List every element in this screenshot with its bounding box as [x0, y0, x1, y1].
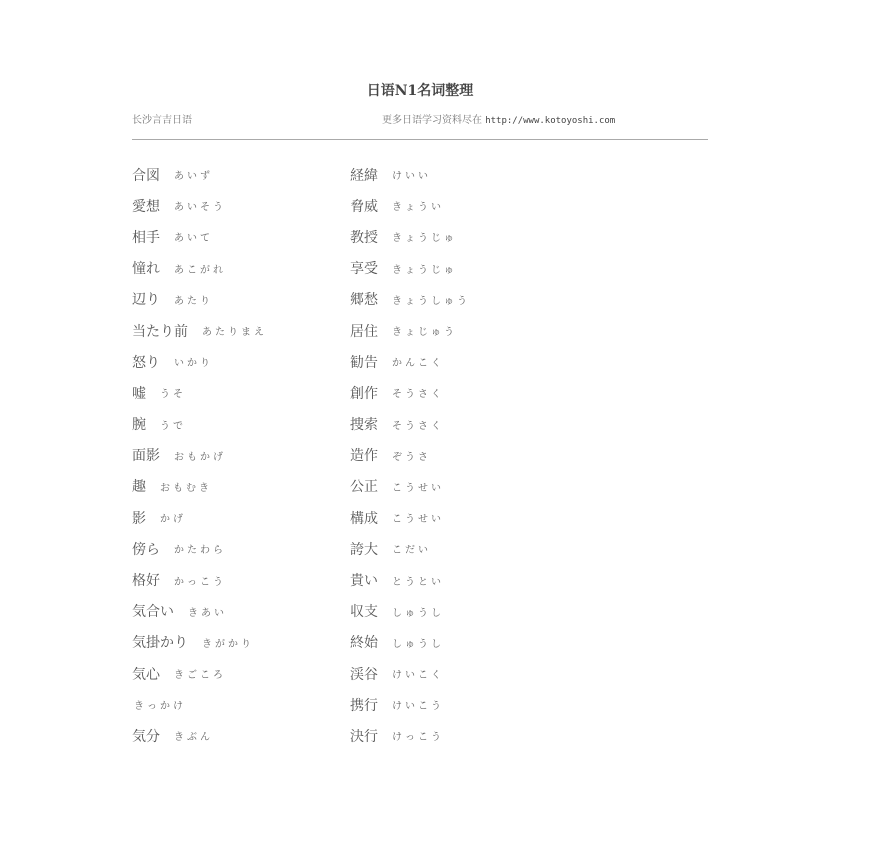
vocab-entry: [132, 377, 267, 408]
vocab-reading: おもむき: [160, 482, 212, 494]
vocab-reading: ぞうさ: [392, 451, 431, 463]
header-source-left: 长沙言吉日语: [132, 115, 192, 126]
vocab-entry: [350, 689, 470, 720]
vocab-reading: あいて: [174, 233, 213, 245]
vocab-reading: かっこう: [174, 576, 226, 588]
vocab-column-left: [132, 159, 267, 752]
vocab-word: 面影: [132, 448, 160, 465]
vocab-word: 気心: [132, 666, 160, 683]
vocab-entry: [350, 253, 470, 284]
vocab-entry: [132, 627, 267, 658]
vocab-entry: [350, 440, 470, 471]
vocab-reading: こだい: [392, 545, 431, 557]
vocab-entry: [350, 377, 470, 408]
vocab-entry: [350, 596, 470, 627]
vocab-entry: [132, 440, 267, 471]
vocab-word: 造作: [350, 448, 378, 465]
vocab-entry: [132, 596, 267, 627]
vocab-entry: [132, 564, 267, 595]
vocab-reading: けっこう: [392, 732, 444, 744]
vocab-word: 気合い: [132, 604, 174, 621]
vocab-column-right: [350, 159, 470, 752]
vocab-entry: [350, 658, 470, 689]
vocab-entry: [350, 564, 470, 595]
vocab-entry: [350, 471, 470, 502]
vocab-word: 傍ら: [132, 541, 160, 558]
vocab-word: 決行: [350, 728, 378, 745]
vocab-word: 憧れ: [132, 261, 160, 278]
vocab-reading: こうせい: [392, 482, 444, 494]
vocab-word: 渓谷: [350, 666, 378, 683]
vocab-reading: かんこく: [392, 358, 444, 370]
vocab-reading: あたりまえ: [202, 327, 267, 339]
vocab-reading: あいそう: [174, 202, 226, 214]
vocab-word: 愛想: [132, 198, 160, 215]
vocab-reading: かたわら: [174, 545, 226, 557]
vocab-reading: けいこう: [392, 701, 444, 713]
vocab-reading: きょうい: [392, 202, 444, 214]
vocab-word: 携行: [350, 697, 378, 714]
vocab-word: 相手: [132, 229, 160, 246]
vocab-entry: [350, 284, 470, 315]
vocab-word: 終始: [350, 635, 378, 652]
vocab-entry: [132, 533, 267, 564]
vocab-entry: [350, 190, 470, 221]
vocab-reading: きごころ: [174, 670, 226, 682]
vocab-word: 嘘: [132, 385, 146, 402]
vocab-word: 収支: [350, 604, 378, 621]
vocab-reading: しゅうし: [392, 638, 444, 650]
document-title: 日语N1名词整理: [366, 83, 474, 99]
vocab-reading: きぶん: [174, 732, 213, 744]
vocab-reading: あこがれ: [174, 264, 226, 276]
header-divider: [132, 139, 708, 140]
vocab-reading: きあい: [188, 607, 227, 619]
vocab-entry: [132, 502, 267, 533]
vocab-reading: おもかげ: [174, 451, 226, 463]
vocab-word: 郷愁: [350, 292, 378, 309]
vocab-word: 趣: [132, 479, 146, 496]
vocab-reading: きょうじゅ: [392, 264, 457, 276]
vocab-reading: けいこく: [392, 670, 444, 682]
vocab-entry: [350, 627, 470, 658]
vocab-word: 構成: [350, 510, 378, 527]
vocab-entry: [132, 346, 267, 377]
vocab-reading: そうさく: [392, 389, 444, 401]
vocab-word: 貴い: [350, 573, 378, 590]
vocab-entry: [350, 159, 470, 190]
vocab-entry: [132, 315, 267, 346]
vocab-reading: きょうじゅ: [392, 233, 457, 245]
vocab-word: 経緯: [350, 167, 378, 184]
vocab-word: 気分: [132, 728, 160, 745]
vocab-reading: きがかり: [202, 638, 254, 650]
vocab-entry: [132, 221, 267, 252]
vocab-reading: きょじゅう: [392, 327, 457, 339]
vocab-entry: [350, 533, 470, 564]
vocab-entry: [132, 409, 267, 440]
vocab-entry: [132, 658, 267, 689]
vocab-word: 辺り: [132, 292, 160, 309]
vocab-word: 享受: [350, 261, 378, 278]
vocab-reading: そうさく: [392, 420, 444, 432]
vocab-word: 教授: [350, 229, 378, 246]
vocab-entry: [132, 284, 267, 315]
vocab-word: 公正: [350, 479, 378, 496]
vocab-word: 影: [132, 510, 146, 527]
vocab-word: 誇大: [350, 541, 378, 558]
vocab-reading: あたり: [174, 295, 213, 307]
vocab-word: 脅威: [350, 198, 378, 215]
header-source-url[interactable]: http://www.kotoyoshi.com: [485, 116, 616, 126]
vocab-entry: [132, 720, 267, 751]
vocab-reading: うそ: [160, 389, 186, 401]
vocab-entry: [350, 720, 470, 751]
vocab-entry: [132, 190, 267, 221]
vocab-entry: [350, 221, 470, 252]
vocab-entry: [132, 253, 267, 284]
vocab-entry: [132, 471, 267, 502]
vocab-word: 格好: [132, 573, 160, 590]
vocab-word: 合図: [132, 167, 160, 184]
vocab-word: 勧告: [350, 354, 378, 371]
vocab-word: 居住: [350, 323, 378, 340]
vocab-word: 怒り: [132, 354, 160, 371]
vocab-entry: [132, 159, 267, 190]
vocab-word: 捜索: [350, 417, 378, 434]
vocab-reading: しゅうし: [392, 607, 444, 619]
vocab-entry: [350, 315, 470, 346]
vocab-entry: [350, 346, 470, 377]
header-source-label: 更多日语学习资料尽在: [382, 115, 482, 126]
vocab-reading: あいず: [174, 171, 213, 183]
vocab-reading: かげ: [160, 514, 186, 526]
vocab-reading: うで: [160, 420, 186, 432]
vocab-word: 気掛かり: [132, 635, 188, 652]
vocab-word: 当たり前: [132, 323, 188, 340]
vocab-word: 腕: [132, 417, 146, 434]
header-source-right: [382, 111, 615, 126]
vocab-reading: いかり: [174, 358, 213, 370]
vocab-entry: [132, 689, 267, 720]
vocab-reading: けいい: [392, 171, 431, 183]
vocab-word: 創作: [350, 385, 378, 402]
vocab-reading: とうとい: [392, 576, 444, 588]
vocab-reading: こうせい: [392, 514, 444, 526]
vocab-reading: きっかけ: [134, 701, 186, 713]
vocab-reading: きょうしゅう: [392, 295, 470, 307]
vocab-entry: [350, 502, 470, 533]
vocab-entry: [350, 409, 470, 440]
